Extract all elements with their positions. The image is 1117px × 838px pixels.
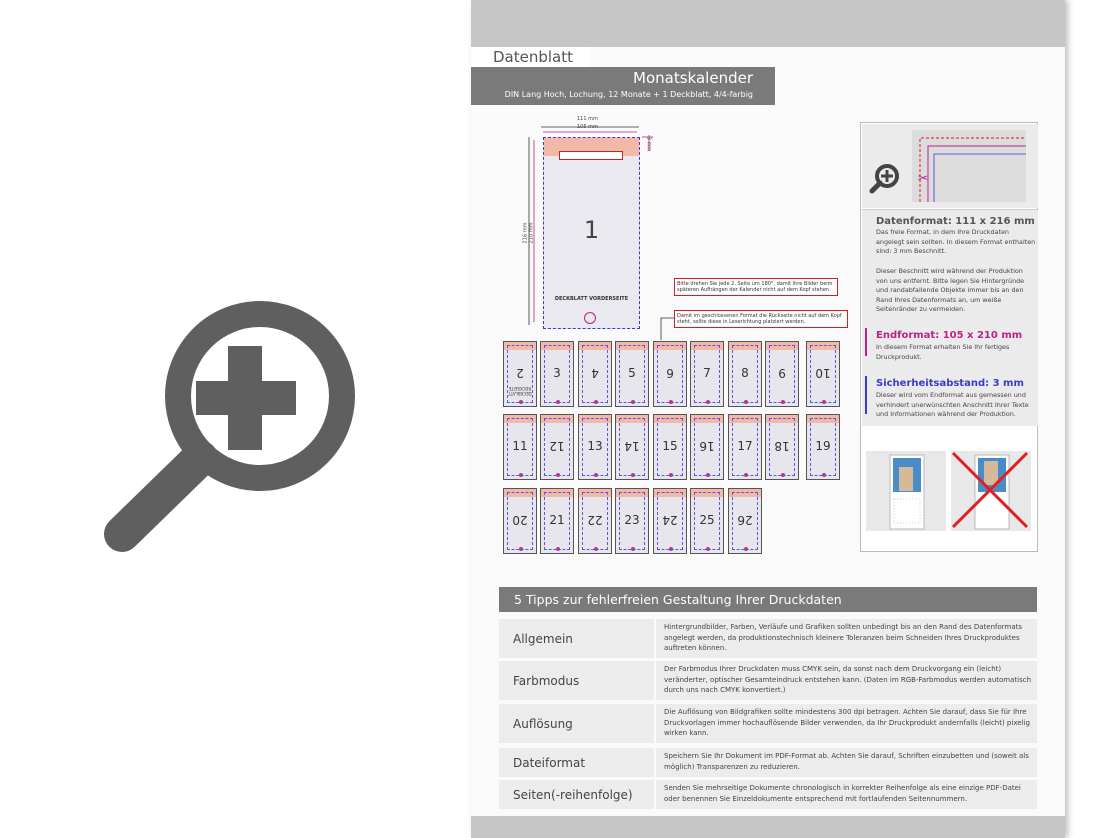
height-inner: 210 mm	[528, 222, 535, 244]
page-thumb: 20	[503, 488, 537, 554]
page-thumb: 2 DECKBLATT RÜCKSEITE	[503, 341, 537, 407]
bleed-detail-view	[862, 124, 1038, 208]
page-thumb: 25	[690, 488, 724, 554]
front-page-number: 1	[583, 216, 600, 244]
datenformat-title: Datenformat: 111 x 216 mm	[876, 216, 1035, 227]
front-page-diagram	[543, 137, 640, 329]
front-page-label: DECKBLATT VORDERSEITE	[554, 296, 629, 302]
bleed-corner-detail	[862, 124, 1038, 208]
endformat-accent	[865, 328, 867, 356]
beschnitt-text: Dieser Beschnitt wird während der Produktion von uns entfernt. Bitte legen Sie Hintergründe und randabfallende Objekte immer bis an den Rand Ihres Datenformats an, um weiße Seitenränder zu vermeiden.	[876, 267, 1025, 313]
title-band	[471, 67, 775, 105]
format-note: Damit im geschlossenen Format die Rückseite nicht auf dem Kopf steht, sollte diese in Leserichtung platziert werden.	[674, 310, 848, 328]
page-thumb: 18	[765, 414, 799, 480]
page-thumb: 14	[615, 414, 649, 480]
tip-label: Dateiformat	[499, 748, 654, 777]
bleed-label: 3 mm	[645, 136, 652, 152]
datasheet-page	[471, 0, 1065, 838]
tip-label: Farbmodus	[499, 661, 654, 700]
datenformat-text: Das freie Format, in dem Ihre Druckdaten angelegt sein sollten. In diesem Format enthalten sind: 3 mm Beschnitt.	[876, 228, 1036, 255]
page-thumb: 12	[540, 414, 574, 480]
page-bottom-bar	[471, 816, 1065, 838]
page-thumb: 11	[503, 414, 537, 480]
page-thumb: 17	[728, 414, 762, 480]
page-top-bar	[471, 0, 1065, 47]
rotate-note: Bitte drehen Sie jede 2. Seite um 180°, damit Ihre Bilder beim späteren Aufhängen der Kalender nicht auf dem Kopf stehen.	[674, 278, 838, 296]
width-outer: 111 mm	[577, 116, 598, 122]
page-thumb: 3	[540, 341, 574, 407]
tip-row	[499, 748, 1037, 777]
note-pointer	[656, 316, 681, 342]
format-info-panel	[860, 122, 1038, 552]
hole-punch-mark	[584, 312, 596, 324]
endformat-text: In diesem Format erhalten Sie Ihr fertiges Druckprodukt.	[876, 343, 1010, 361]
height-outer: 216 mm	[522, 222, 529, 244]
tip-label: Seiten(-reihenfolge)	[499, 780, 654, 809]
page-thumb: 23	[615, 488, 649, 554]
tip-label: Allgemein	[499, 619, 654, 658]
svg-text:✂: ✂	[918, 171, 929, 185]
page-title: Monatskalender	[633, 69, 753, 87]
tip-text: Die Auflösung von Bildgrafiken sollte mindestens 300 dpi betragen. Achten Sie darauf, dass Sie für Ihre Druckvorlagen immer hochauflösende Bilder verwenden, da Ihr Druckprodukt andernfalls (leicht) pixelig wirken kann.	[656, 704, 1037, 743]
tip-row	[499, 704, 1037, 743]
tip-label: Auflösung	[499, 704, 654, 743]
page-thumb: 16	[690, 414, 724, 480]
correct-orientation-photo	[866, 451, 946, 531]
page-thumb: 21	[540, 488, 574, 554]
page-thumb: 6	[653, 341, 687, 407]
magnifier-plus-icon[interactable]	[100, 298, 360, 553]
page-thumb: 19	[806, 414, 840, 480]
page-thumb: 5	[615, 341, 649, 407]
page-thumb: 9	[765, 341, 799, 407]
page-thumb: 26	[728, 488, 762, 554]
info-texts	[862, 209, 1038, 426]
page-thumb: 10	[806, 341, 840, 407]
sicherheit-accent	[865, 376, 867, 414]
tip-row	[499, 661, 1037, 700]
page-thumb: 15	[653, 414, 687, 480]
tips-heading: 5 Tipps zur fehlerfreien Gestaltung Ihrer Druckdaten	[499, 587, 1037, 612]
page-thumb: 7	[690, 341, 724, 407]
wrong-orientation-photo	[951, 451, 1031, 531]
hanger-slot	[559, 151, 623, 160]
width-inner: 105 mm	[577, 124, 598, 130]
page-thumb: 22	[578, 488, 612, 554]
tip-row	[499, 780, 1037, 809]
page-thumb: 24	[653, 488, 687, 554]
sicherheit-text: Dieser wird vom Endformat aus gemessen und verhindert unerwünschten Anschnitt Ihrer Texte und Informationen während der Produktion.	[876, 391, 1029, 418]
tip-text: Senden Sie mehrseitige Dokumente chronologisch in korrekter Reihenfolge als eine einzige PDF-Datei oder benennen Sie Einzeldokumente entsprechend mit fortlaufenden Seitennummern.	[656, 780, 1037, 809]
tip-row	[499, 619, 1037, 658]
datasheet-label: Datenblatt	[471, 47, 590, 67]
page-thumb: 13	[578, 414, 612, 480]
sicherheit-title: Sicherheitsabstand: 3 mm	[876, 378, 1024, 389]
page-subtitle: DIN Lang Hoch, Lochung, 12 Monate + 1 Deckblatt, 4/4-farbig	[504, 90, 753, 99]
page-thumb: 4	[578, 341, 612, 407]
tip-text: Der Farbmodus Ihrer Druckdaten muss CMYK sein, da sonst nach dem Druckvorgang ein (leicht) veränderter, optischer Gesamteindruck entstehen kann. (Daten im RGB-Farbmodus werden automatisch durch uns nach CMYK konvertiert.)	[656, 661, 1037, 700]
endformat-title: Endformat: 105 x 210 mm	[876, 330, 1023, 341]
page-thumb: 8	[728, 341, 762, 407]
tip-text: Speichern Sie Ihr Dokument im PDF-Format ab. Achten Sie darauf, Schriften einzubetten und (soweit als möglich) Transparenzen zu reduzieren.	[656, 748, 1037, 777]
tip-text: Hintergrundbilder, Farben, Verläufe und Grafiken sollten unbedingt bis an den Rand des Datenformats angelegt werden, da produktionstechnisch kleinere Toleranzen beim Schneiden Ihres Druckproduktes auftreten können.	[656, 619, 1037, 658]
